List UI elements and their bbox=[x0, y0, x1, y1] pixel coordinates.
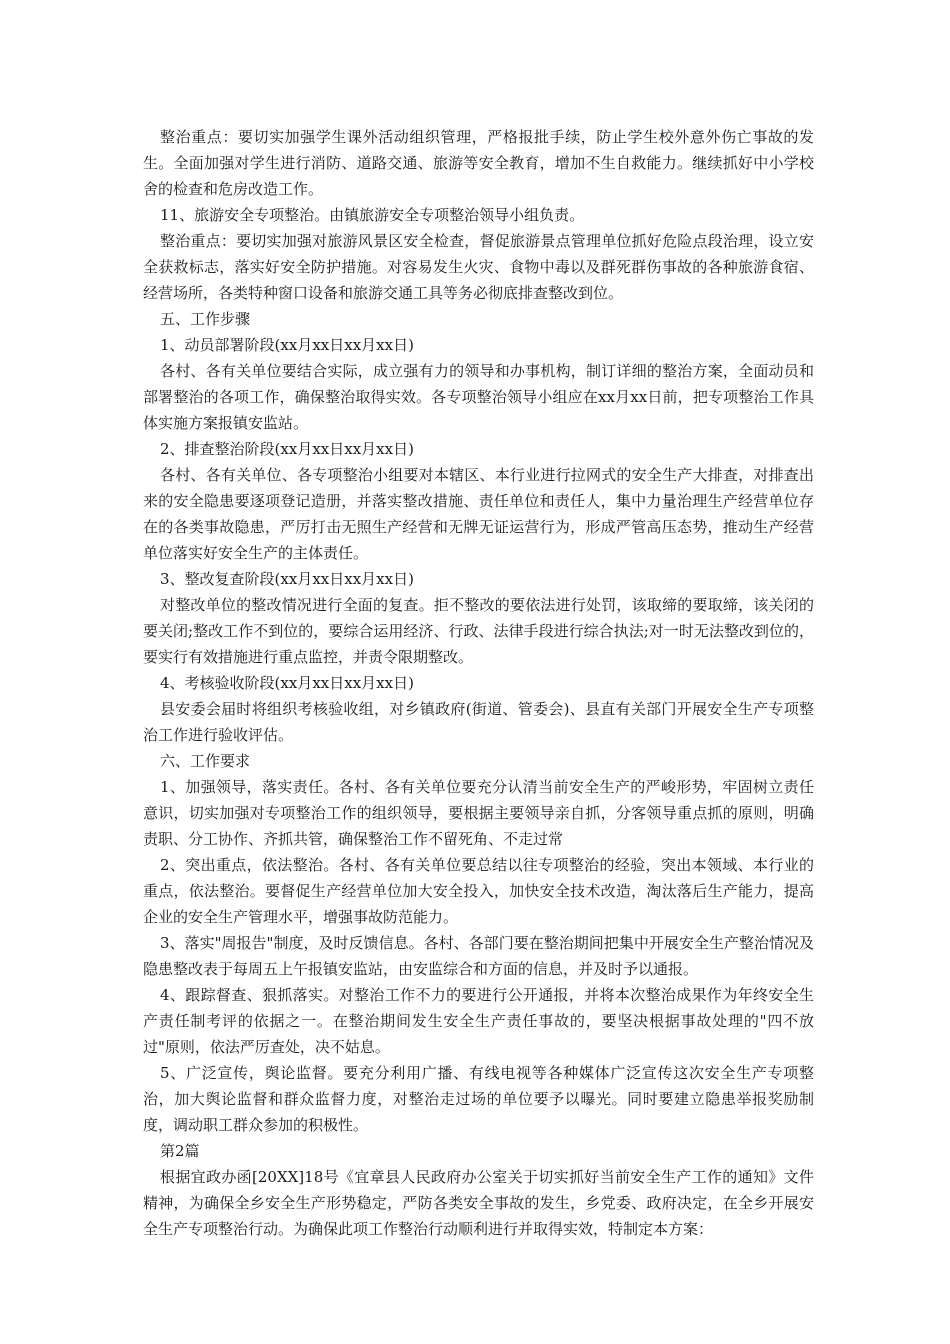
paragraph-6: 各村、各有关单位要结合实际，成立强有力的领导和办事机构，制订详细的整治方案，全面动员和部署整治的各项工作，确保整治取得实效。各专项整治领导小组应在xx月xx日前，把专项整治工作具体实施方案报镇安监站。 bbox=[143, 362, 814, 432]
requirement-5: 5、广泛宣传，舆论监督。要充分利用广播、有线电视等各种媒体广泛宣传这次安全生产专项整治，加大舆论监督和群众监督力度，对整治走过场的单位要予以曝光。同时要建立隐患举报奖励制度，调动职工群众参加的积极性。 bbox=[143, 1064, 814, 1134]
requirement-2: 2、突出重点，依法整治。各村、各有关单位要总结以往专项整治的经验，突出本领域、本行业的重点，依法整治。要督促生产经营单位加大安全投入，加快安全技术改造，淘汰落后生产能力，提高企业的安全生产管理水平，增强事故防范能力。 bbox=[143, 856, 814, 926]
section-heading-6: 六、工作要求 bbox=[160, 752, 251, 770]
requirement-3: 3、落实"周报告"制度，及时反馈信息。各村、各部门要在整治期间把集中开展安全生产整治情况及隐患整改表于每周五上午报镇安监站，由安监综合和方面的信息，并及时予以通报。 bbox=[143, 934, 814, 978]
step-heading-2: 2、排查整治阶段(xx月xx日xx月xx日) bbox=[160, 440, 414, 458]
paragraph-10: 对整改单位的整改情况进行全面的复查。拒不整改的要依法进行处罚，该取缔的要取缔，该关闭的要关闭;整改工作不到位的，要综合运用经济、行政、法律手段进行综合执法;对一时无法整改到位的，要实行有效措施进行重点监控，并责令限期整改。 bbox=[143, 596, 814, 666]
part-heading-2: 第2篇 bbox=[160, 1142, 200, 1160]
paragraph-3: 整治重点：要切实加强对旅游风景区安全检查，督促旅游景点管理单位抓好危险点段治理，设立安全获救标志，落实好安全防护措施。对容易发生火灾、食物中毒以及群死群伤事故的各种旅游食宿、经营场所，各类特种窗口设备和旅游交通工具等务必彻底排查整改到位。 bbox=[143, 232, 814, 302]
paragraph-8: 各村、各有关单位、各专项整治小组要对本辖区、本行业进行拉网式的安全生产大排查，对排查出来的安全隐患要逐项登记造册，并落实整改措施、责任单位和责任人，集中力量治理生产经营单位存在的各类事故隐患，严厉打击无照生产经营和无牌无证运营行为，形成严管高压态势，推动生产经营单位落实好安全生产的主体责任。 bbox=[143, 466, 814, 562]
paragraph-12: 县安委会届时将组织考核验收组，对乡镇政府(街道、管委会)、县直有关部门开展安全生产专项整治工作进行验收评估。 bbox=[143, 700, 814, 744]
document-page bbox=[143, 124, 814, 1242]
section-heading-5: 五、工作步骤 bbox=[160, 310, 251, 328]
requirement-1: 1、加强领导，落实责任。各村、各有关单位要充分认清当前安全生产的严峻形势，牢固树立责任意识，切实加强对专项整治工作的组织领导，要根据主要领导亲自抓，分客领导重点抓的原则，明确责职、分工协作、齐抓共管，确保整治工作不留死角、不走过常 bbox=[143, 778, 814, 848]
paragraph-20: 根据宜政办函[20XX]18号《宜章县人民政府办公室关于切实抓好当前安全生产工作的通知》文件精神，为确保全乡安全生产形势稳定，严防各类安全事故的发生，乡党委、政府决定，在全乡开展安全生产专项整治行动。为确保此项工作整治行动顺利进行并取得实效，特制定本方案： bbox=[143, 1168, 814, 1238]
paragraph-1: 整治重点：要切实加强学生课外活动组织管理，严格报批手续，防止学生校外意外伤亡事故的发生。全面加强对学生进行消防、道路交通、旅游等安全教育，增加不生自救能力。继续抓好中小学校舍的检查和危房改造工作。 bbox=[143, 128, 814, 198]
step-heading-3: 3、整改复查阶段(xx月xx日xx月xx日) bbox=[160, 570, 414, 588]
step-heading-1: 1、动员部署阶段(xx月xx日xx月xx日) bbox=[160, 336, 414, 354]
step-heading-4: 4、考核验收阶段(xx月xx日xx月xx日) bbox=[160, 674, 414, 692]
requirement-4: 4、跟踪督查、狠抓落实。对整治工作不力的要进行公开通报，并将本次整治成果作为年终安全生产责任制考评的依据之一。在整治期间发生安全生产责任事故的，要坚决根据事故处理的"四不放过"原则，依法严厉查处，决不姑息。 bbox=[143, 986, 814, 1056]
paragraph-2: 11、旅游安全专项整治。由镇旅游安全专项整治领导小组负责。 bbox=[160, 206, 585, 224]
